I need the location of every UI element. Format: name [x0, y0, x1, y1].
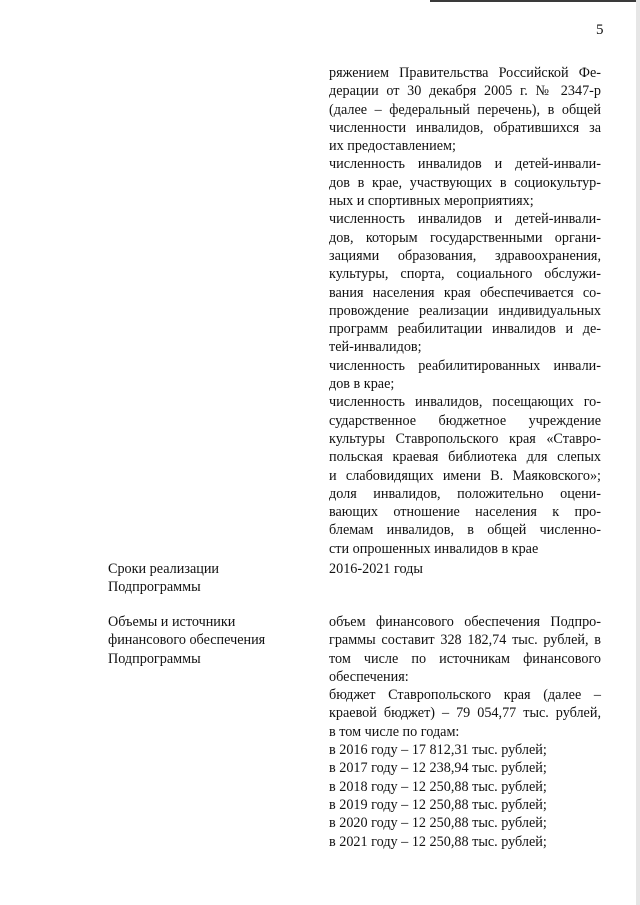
indicators-text-block [329, 64, 601, 558]
terms-value [329, 560, 601, 578]
text-line: и слабовидящих имени В. Маяковского»; [329, 467, 601, 484]
page-number: 5 [596, 22, 604, 38]
text-line: граммы составит 328 182,74 тыс. рублей, в [329, 632, 601, 649]
terms-label [108, 560, 308, 597]
text-line: культуры, спорта, социального обслужи- [329, 266, 601, 283]
text-line: доля инвалидов, положительно оцени- [329, 485, 601, 502]
finance-label [108, 613, 308, 668]
text-line: блемам инвалидов, в общей численно- [329, 522, 601, 539]
text-line: в 2020 году – 12 250,88 тыс. рублей; [329, 815, 547, 832]
text-line: сти опрошенных инвалидов в крае [329, 540, 539, 557]
text-line: дерации от 30 декабря 2005 г. № 2347-р [329, 83, 601, 100]
text-line: краевой бюджет) – 79 054,77 тыс. рублей, [329, 705, 601, 722]
text-line: зациями образования, здравоохранения, [329, 247, 601, 264]
text-line: ных и спортивных мероприятиях; [329, 193, 534, 210]
terms-value-text: 2016-2021 годы [329, 561, 423, 577]
text-line: вания населения края обеспечивается со- [329, 284, 601, 301]
terms-label-line: Сроки реализации [108, 561, 220, 577]
text-line: численность инвалидов и детей-инвали- [329, 156, 601, 173]
text-line: дов, которым государственными органи- [329, 229, 601, 246]
finance-label-line: финансового обеспечения [108, 632, 266, 649]
scan-top-border [430, 0, 640, 2]
text-line: их предоставлением; [329, 138, 456, 155]
finance-text-block [329, 613, 601, 851]
terms-label-line: Подпрограммы [108, 579, 201, 596]
text-line: том числе по источникам финансового [329, 650, 601, 667]
finance-label-line: Объемы и источники [108, 614, 236, 630]
text-line: провождение реализации индивидуальных [329, 302, 601, 319]
text-line: в 2021 году – 12 250,88 тыс. рублей; [329, 833, 547, 850]
text-line: в том числе по годам: [329, 723, 460, 740]
finance-label-line: Подпрограммы [108, 650, 201, 667]
text-line: бюджет Ставропольского края (далее – [329, 687, 601, 704]
text-line: сударственное бюджетное учреждение [329, 412, 601, 429]
text-line: численность инвалидов, посещающих го- [329, 394, 601, 411]
text-line: обеспечения: [329, 668, 409, 685]
text-line: (далее – федеральный перечень), в общей [329, 101, 601, 118]
text-line: в 2017 году – 12 238,94 тыс. рублей; [329, 760, 547, 777]
text-line: вающих отношение населения к про- [329, 504, 601, 521]
text-line: численность реабилитированных инвали- [329, 357, 601, 374]
text-line: программ реабилитации инвалидов и де- [329, 321, 601, 338]
scan-right-edge [636, 0, 640, 905]
text-line: тей-инвалидов; [329, 339, 422, 356]
text-line: численности инвалидов, обратившихся за [329, 119, 601, 136]
text-line: в 2018 году – 12 250,88 тыс. рублей; [329, 778, 547, 795]
text-line: дов в крае; [329, 376, 395, 393]
text-line: численность инвалидов и детей-инвали- [329, 211, 601, 228]
text-line: польская краевая библиотека для слепых [329, 449, 601, 466]
text-line: объем финансового обеспечения Подпро- [329, 614, 601, 630]
text-line: ряжением Правительства Российской Фе- [329, 65, 601, 81]
text-line: культуры Ставропольского края «Ставро- [329, 430, 601, 447]
text-line: в 2016 году – 17 812,31 тыс. рублей; [329, 742, 547, 759]
text-line: в 2019 году – 12 250,88 тыс. рублей; [329, 796, 547, 813]
text-line: дов в крае, участвующих в социокультур- [329, 174, 601, 191]
